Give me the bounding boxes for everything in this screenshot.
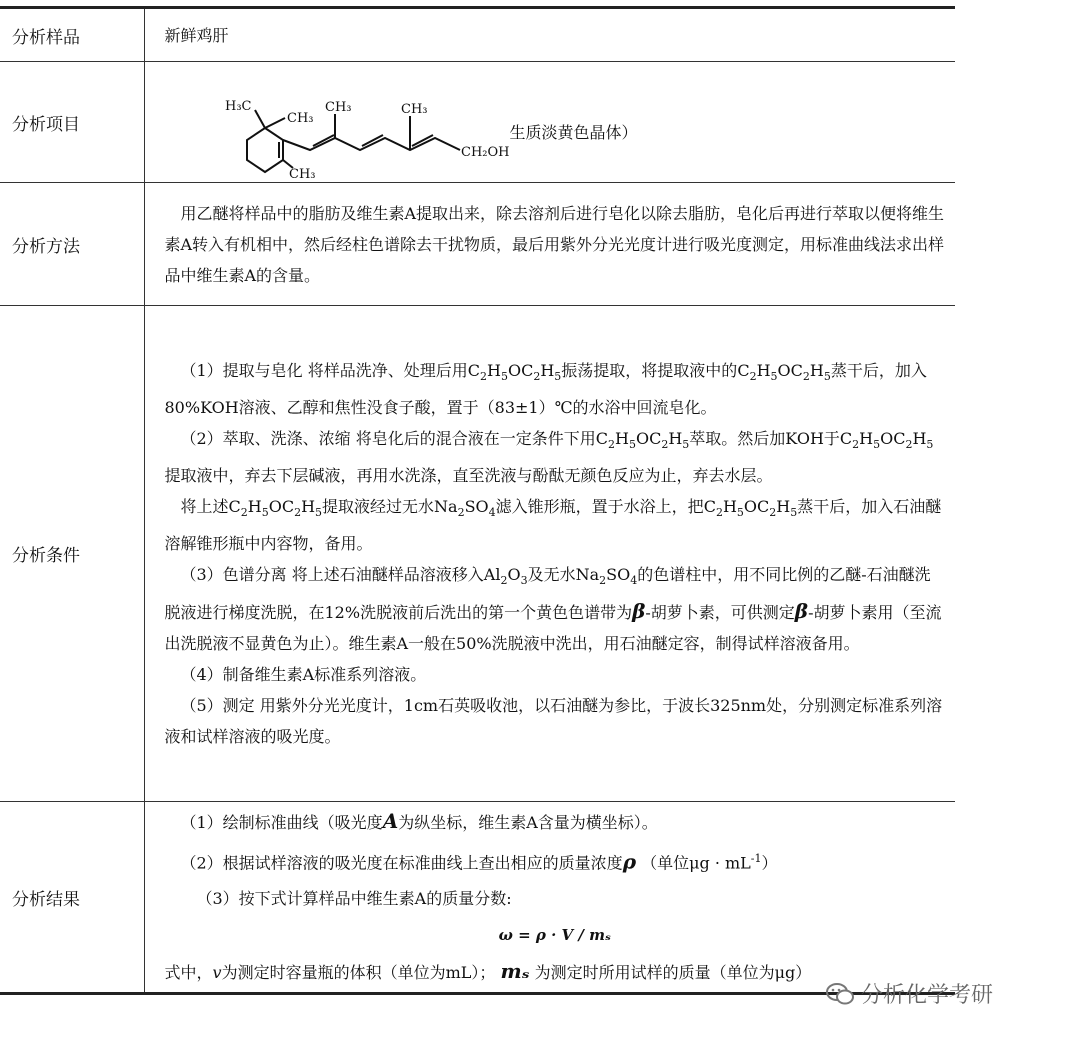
- ch3-label-a: CH₃: [286, 111, 313, 126]
- watermark: [825, 978, 993, 1009]
- row-conditions: [0, 306, 955, 802]
- label-conditions: 分析条件: [0, 306, 144, 802]
- text-fragment: 及无水: [527, 565, 576, 585]
- text-fragment: （2）根据试样溶液的吸光度在标准曲线上查出相应的质量浓度: [180, 853, 623, 873]
- condition-paragraph-3: 将上述$C_2H_5OC_2H_5$提取液经过无水$Na_2SO_4$滤入锥形瓶，置于水浴上，把$C_2H_5OC_2H_5$蒸干后，加入石油醚溶解锥形瓶中内容物，备用。: [164, 497, 942, 554]
- text-fragment: 将上述: [180, 497, 229, 516]
- cell-method: [144, 183, 955, 306]
- row-method: [0, 183, 955, 306]
- text-fragment: （2）萃取、洗涤、浓缩 将皂化后的混合液在一定条件下用: [180, 428, 596, 448]
- label-results: 分析结果: [0, 802, 144, 994]
- item-description: 生质淡黄色晶体）: [509, 123, 638, 142]
- label-sample: 分析样品: [0, 8, 144, 62]
- result-line-2: [165, 841, 946, 881]
- text-fragment: 蒸干后，加入石油醚溶解锥形瓶中内容物，备用。: [164, 497, 942, 554]
- value-sample: 新鲜鸡肝: [144, 8, 955, 62]
- absorbance-symbol: A: [382, 808, 399, 833]
- label-method: 分析方法: [0, 183, 144, 306]
- beta-symbol: β: [794, 599, 809, 624]
- condition-paragraph-4: （3）色谱分离 将上述石油醚样品溶液移入$Al_2O_3$及无水$Na_2SO_4$的色谱柱中，用不同比例的乙醚-石油醚洗脱液进行梯度洗脱，在12%洗脱液前后洗出的第一个黄色色谱带为β-胡萝卜素，可供测定β-胡萝卜素用（至流出洗脱液不显黄色为止）。维生素A一般在50%洗脱液中洗出，用石油醚定容，制得试样溶液备用。: [164, 565, 942, 654]
- method-text: 用乙醚将样品中的脂肪及维生素A提取出来，除去溶剂后进行皂化以除去脂肪，皂化后再进行萃取以便将维生素A转入有机相中，然后经柱色谱除去干扰物质，最后用紫外分光光度计进行吸光度测定，用标准曲线法求出样品中维生素A的含量。: [164, 203, 945, 285]
- cell-results: [144, 802, 955, 994]
- text-fragment: 萃取。然后加KOH于: [689, 428, 840, 448]
- condition-paragraph-2: （2）萃取、洗涤、浓缩 将皂化后的混合液在一定条件下用$C_2H_5OC_2H_5$萃取。然后加KOH于$C_2H_5OC_2H_5$提取液中，弃去下层碱液，再用水洗涤，直至洗液与酚酞无颜色反应为止，弃去水层。: [164, 428, 934, 485]
- text-fragment: 式中，: [164, 963, 213, 983]
- ch3-label-c: CH₃: [400, 102, 427, 117]
- text-fragment: -胡萝卜素，可供测定: [645, 603, 795, 623]
- text-fragment: -胡萝卜素用（至流出洗脱液不显黄色为止）。维生素A一般在50%洗脱液中洗出，用石油醚定容，制得试样溶液备用。: [164, 603, 942, 654]
- text-fragment: （单位μg · mL: [641, 853, 751, 873]
- wechat-icon: [825, 981, 855, 1007]
- label-item: 分析项目: [0, 62, 144, 183]
- row-sample: [0, 8, 955, 62]
- text-fragment: 蒸干后，加入80%KOH溶液、乙醇和焦性没食子酸，置于（83±1）℃的水浴中回流皂化。: [164, 360, 927, 417]
- mass-fraction-formula: ω = ρ · V / mₛ: [498, 926, 611, 945]
- analysis-table: [0, 6, 955, 995]
- watermark-text: 分析化学考研: [861, 983, 994, 1008]
- text-fragment: 为纵坐标，维生素A含量为横坐标）。: [398, 812, 658, 832]
- text-fragment: ）: [761, 853, 778, 873]
- text-fragment: 的色谱柱中，用不同比例的乙醚-石油醚洗脱液进行梯度洗脱，在12%洗脱液前后洗出的第一个黄色色谱带为: [164, 565, 931, 623]
- cell-conditions: [144, 306, 955, 802]
- sample-mass-symbol: mₛ: [500, 959, 530, 984]
- condition-paragraph-1: （1）提取与皂化 将样品洗净、处理后用$C_2H_5OC_2H_5$振荡提取，将提取液中的$C_2H_5OC_2H_5$蒸干后，加入80%KOH溶液、乙醇和焦性没食子酸，置于（83±1）℃的水浴中回流皂化。: [164, 360, 927, 417]
- text-fragment: 振荡提取，将提取液中的: [561, 360, 738, 380]
- beta-symbol: β: [632, 599, 646, 624]
- text-fragment: 提取液中，弃去下层碱液，再用水洗涤，直至洗液与酚酞无颜色反应为止，弃去水层。: [164, 466, 773, 485]
- cell-item: [144, 62, 955, 183]
- result-line-3: （3）按下式计算样品中维生素A的质量分数:: [196, 889, 512, 909]
- text-fragment: 为测定时所用试样的质量（单位为μg）: [534, 963, 812, 983]
- text-fragment: 提取液经过无水: [322, 497, 435, 516]
- row-item: [0, 62, 955, 183]
- text-fragment: （1）绘制标准曲线（吸光度: [180, 812, 383, 832]
- h3c-label: H₃C: [224, 99, 251, 114]
- rho-symbol: ρ: [622, 849, 636, 874]
- result-line-1: [165, 803, 946, 841]
- ch3-label-b: CH₃: [324, 100, 351, 115]
- text-fragment: 为测定时容量瓶的体积（单位为mL）；: [221, 963, 496, 983]
- retinol-structure-diagram: [225, 98, 515, 178]
- volume-symbol: v: [212, 963, 222, 983]
- text-fragment: （1）提取与皂化 将样品洗净、处理后用: [180, 360, 468, 380]
- condition-paragraph-6: （5）测定 用紫外分光光度计，1cm石英吸收池，以石油醚为参比，于波长325nm处，分别测定标准系列溶液和试样溶液的吸光度。: [164, 696, 943, 747]
- text-fragment: 滤入锥形瓶，置于水浴上，把: [495, 497, 704, 516]
- ch2oh-label: CH₂OH: [460, 145, 509, 160]
- text-fragment: （3）色谱分离 将上述石油醚样品溶液移入: [180, 565, 484, 585]
- superscript: -1: [750, 851, 762, 865]
- row-results: [0, 802, 955, 994]
- ch3-label-d: CH₃: [288, 167, 315, 178]
- condition-paragraph-5: （4）制备维生素A标准系列溶液。: [180, 665, 427, 685]
